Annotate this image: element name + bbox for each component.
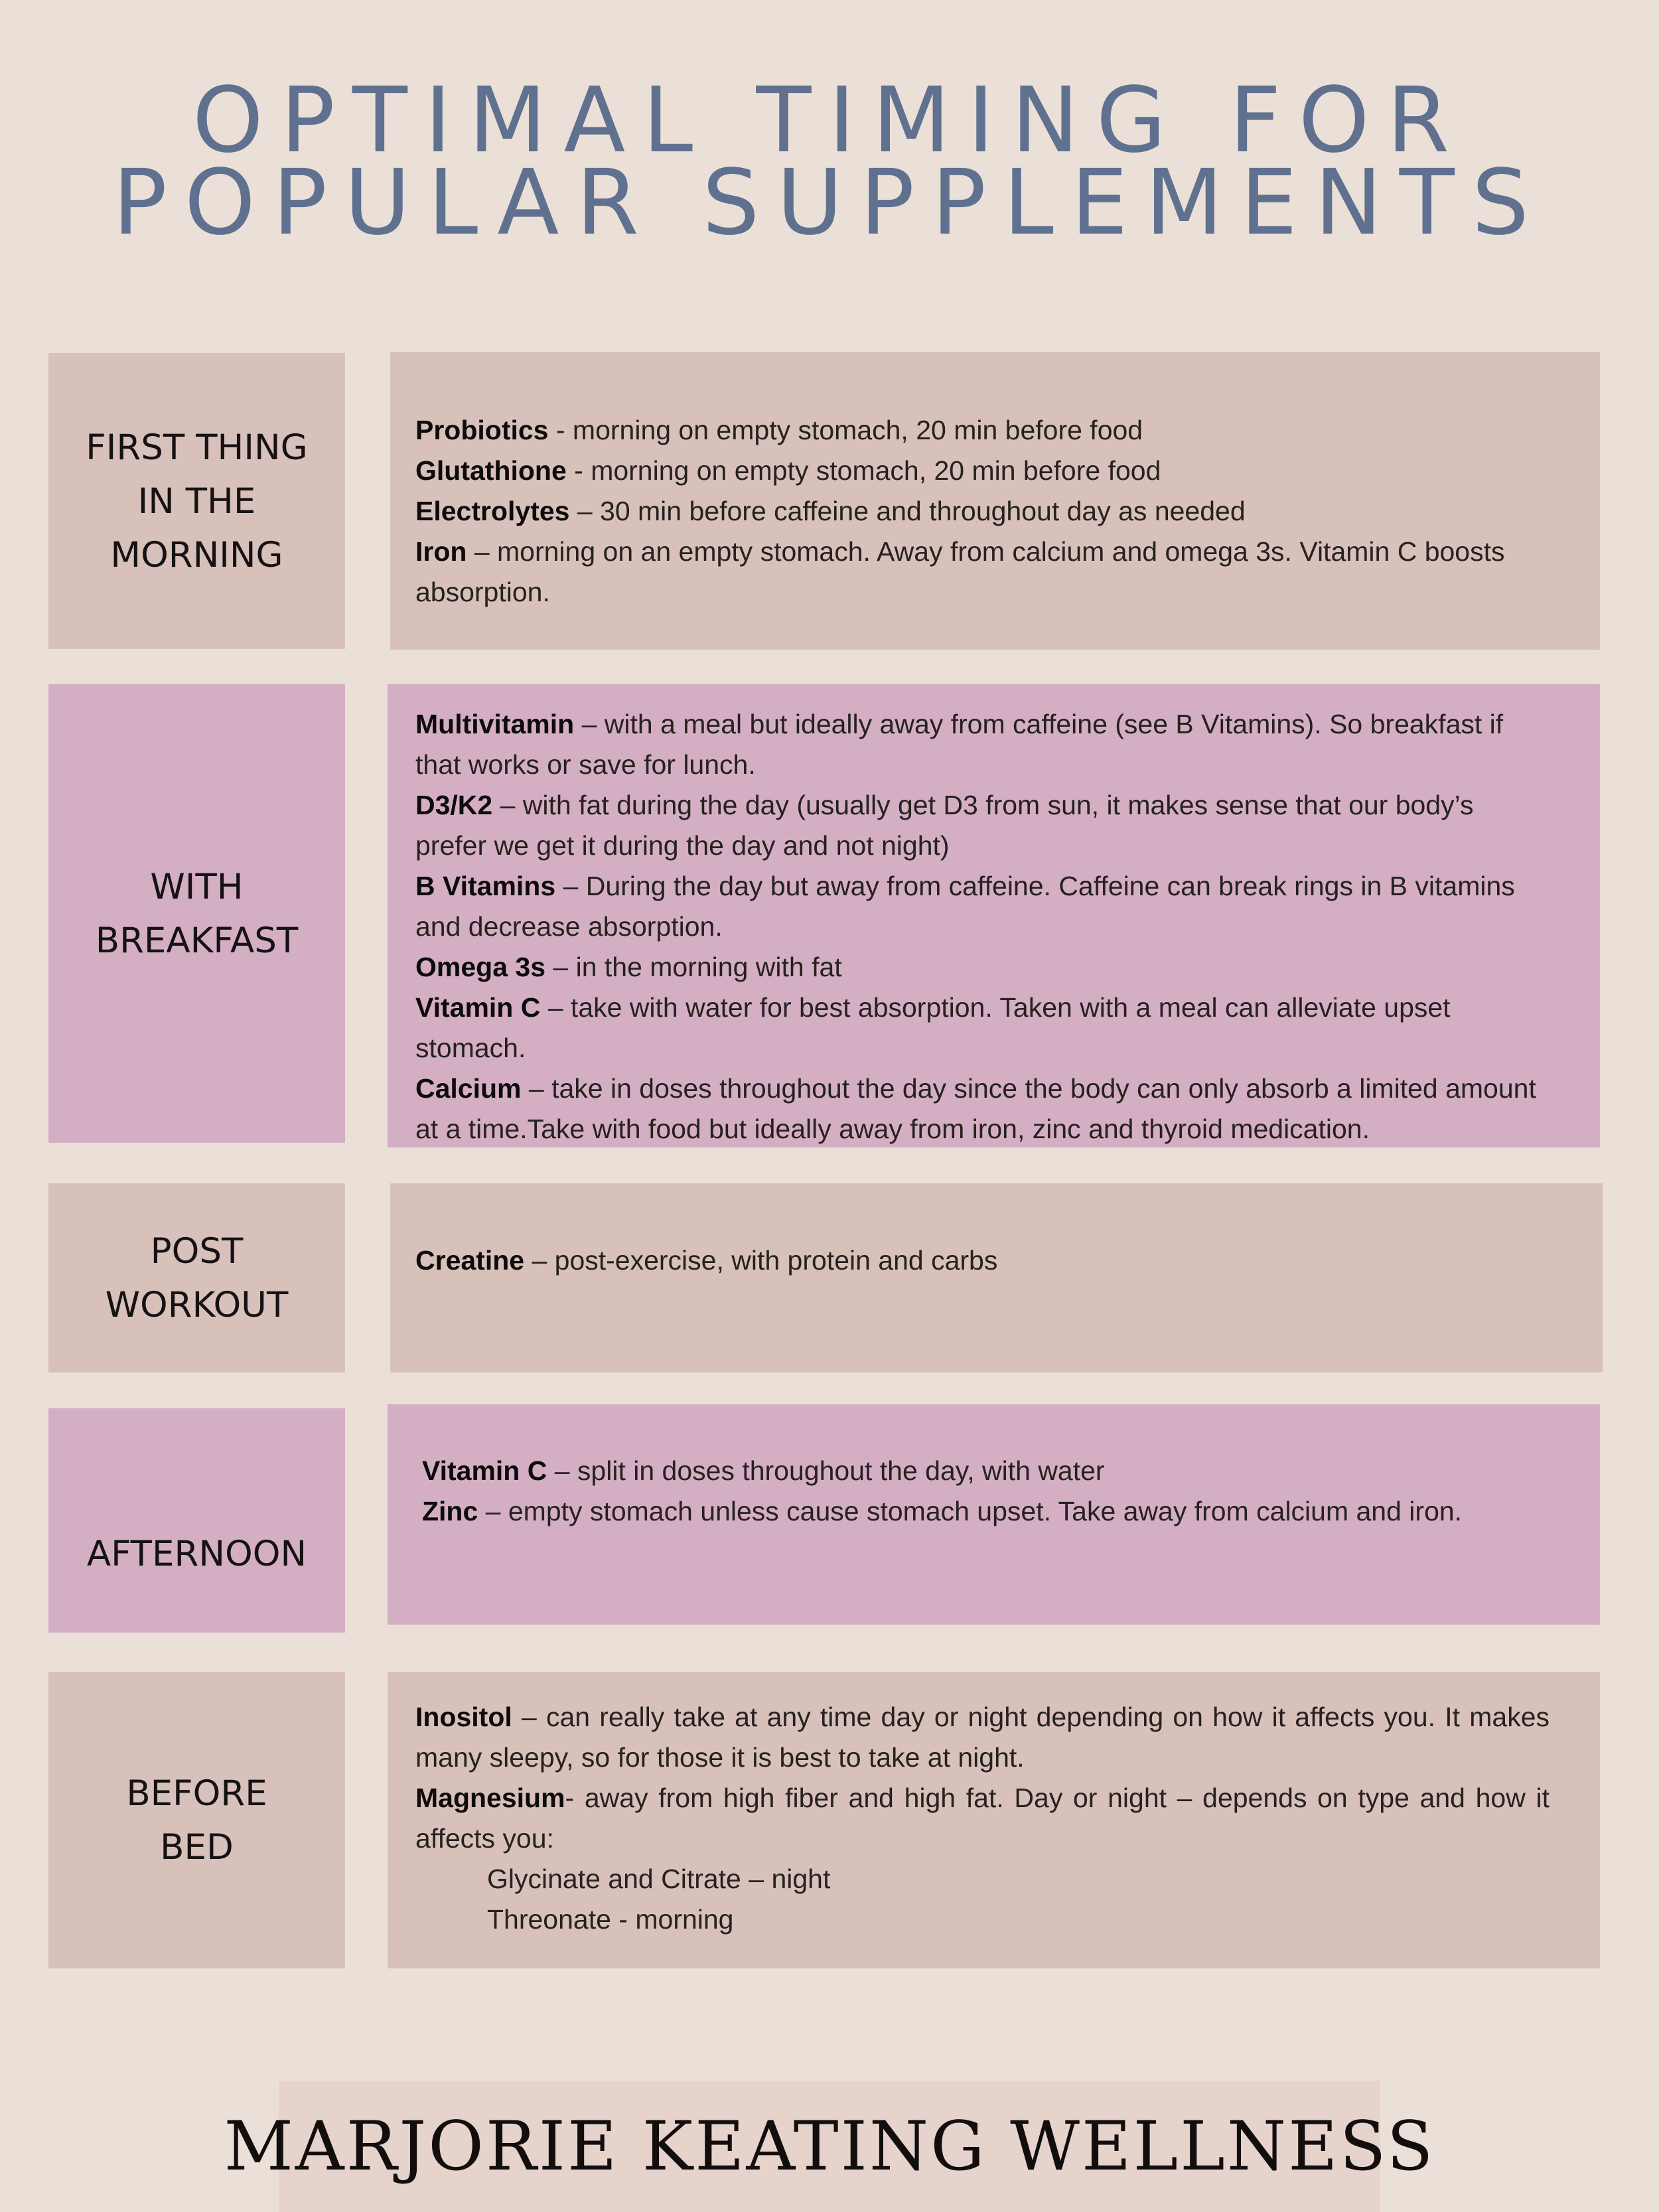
supplement-text: – take with water for best absorption. Taken with a meal can alleviate upset stomach. <box>415 992 1451 1063</box>
supplement-entry <box>415 947 1540 988</box>
supplement-entry <box>415 1240 1543 1281</box>
section-label-before-bed: BEFORE BED <box>48 1672 345 1968</box>
supplement-text: – in the morning with fat <box>545 952 842 982</box>
supplement-name: Calcium <box>415 1073 522 1104</box>
supplement-name: Glutathione <box>415 455 567 486</box>
page-title <box>0 68 1659 256</box>
supplement-entry <box>415 532 1540 613</box>
supplement-text: - morning on empty stomach, 20 min before food <box>548 415 1143 445</box>
supplement-text: – 30 min before caffeine and throughout day as needed <box>569 496 1246 526</box>
supplement-name: Creatine <box>415 1245 525 1276</box>
section-label-breakfast: WITH BREAKFAST <box>48 684 345 1143</box>
supplement-name: Magnesium <box>415 1783 565 1813</box>
magnesium-type-item: Glycinate and Citrate – night <box>487 1864 831 1894</box>
section-label-afternoon: AFTERNOON <box>48 1408 345 1633</box>
supplement-text: – empty stomach unless cause stomach upset. Take away from calcium and iron. <box>478 1496 1463 1526</box>
supplement-name: Iron <box>415 536 467 567</box>
section-content-before-bed <box>388 1672 1600 1968</box>
supplement-entry <box>415 491 1540 532</box>
supplement-name: Omega 3s <box>415 952 545 982</box>
supplement-name: D3/K2 <box>415 790 493 820</box>
supplement-text: – morning on an empty stomach. Away from calcium and omega 3s. Vitamin C boosts absorption. <box>415 536 1505 607</box>
supplement-entry <box>422 1451 1540 1491</box>
supplement-name: Electrolytes <box>415 496 570 526</box>
page-title-line-2: POPULAR SUPPLEMENTS <box>112 151 1547 256</box>
supplement-name: Vitamin C <box>415 992 541 1023</box>
supplement-entry <box>415 785 1540 866</box>
supplement-entry <box>415 410 1540 451</box>
supplement-text: - away from high fiber and high fat. Day or night – depends on type and how it affects you: <box>415 1783 1550 1854</box>
supplement-entry <box>415 988 1540 1069</box>
page-title-line-1: OPTIMAL TIMING FOR <box>192 68 1467 173</box>
section-content-afternoon <box>388 1404 1600 1625</box>
supplement-text: – post-exercise, with protein and carbs <box>524 1245 998 1276</box>
supplement-name: Inositol <box>415 1702 512 1732</box>
supplement-entry <box>415 1069 1540 1149</box>
supplement-entry <box>422 1491 1540 1532</box>
supplement-name: Probiotics <box>415 415 549 445</box>
supplement-entry <box>415 704 1540 785</box>
supplement-entry <box>415 1697 1550 1778</box>
section-content-morning <box>390 352 1600 650</box>
brand-name: MARJORIE KEATING WELLNESS <box>224 2106 1435 2186</box>
section-label-morning: FIRST THING IN THE MORNING <box>48 353 345 649</box>
section-content-post-workout <box>390 1183 1603 1372</box>
section-content-breakfast <box>388 684 1600 1147</box>
supplement-name: Multivitamin <box>415 709 575 739</box>
section-label-post-workout: POST WORKOUT <box>48 1183 345 1372</box>
footer-brand-banner <box>224 2081 1435 2212</box>
supplement-name: Zinc <box>422 1496 478 1526</box>
supplement-entry <box>415 451 1540 491</box>
supplement-text: – can really take at any time day or night depending on how it affects you. It makes many sleepy, so for those it is best to take at night. <box>415 1702 1550 1773</box>
magnesium-type-item: Threonate - morning <box>487 1904 734 1935</box>
supplement-entry <box>415 1778 1550 1859</box>
supplement-text: - morning on empty stomach, 20 min before food <box>566 455 1161 486</box>
supplement-entry <box>415 866 1540 947</box>
supplement-text: – During the day but away from caffeine. Caffeine can break rings in B vitamins and decrease absorption. <box>415 871 1515 942</box>
supplement-text: – with a meal but ideally away from caffeine (see B Vitamins). So breakfast if that works or save for lunch. <box>415 709 1504 780</box>
supplement-name: Vitamin C <box>422 1455 547 1486</box>
supplement-text: – take in doses throughout the day since the body can only absorb a limited amount at a time.Take with food but ideally away from iron, zinc and thyroid medication. <box>415 1073 1536 1144</box>
supplement-text: – with fat during the day (usually get D3 from sun, it makes sense that our body’s prefer we get it during the day and not night) <box>415 790 1474 861</box>
supplement-text: – split in doses throughout the day, with water <box>547 1455 1105 1486</box>
supplement-name: B Vitamins <box>415 871 556 901</box>
